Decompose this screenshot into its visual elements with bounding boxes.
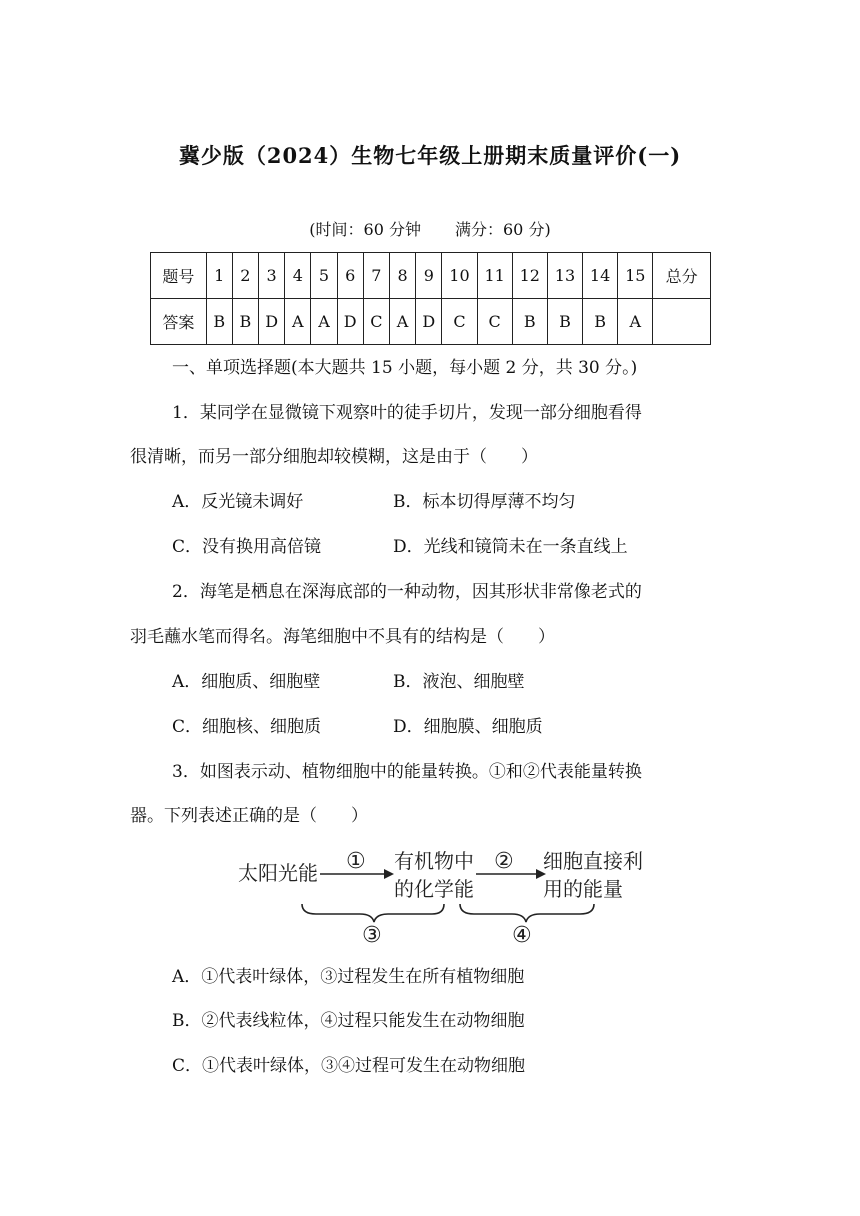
question-number: 15 — [618, 253, 653, 299]
answer-cell: D — [258, 299, 284, 345]
answer-cell: A — [390, 299, 416, 345]
q1-stem-line2: 很清晰，而另一部分细胞却较模糊，这是由于（ ） — [130, 447, 538, 467]
q1-option-d: D．光线和镜筒未在一条直线上 — [393, 537, 628, 557]
answer-table — [150, 252, 711, 345]
answer-cell: B — [512, 299, 547, 345]
question-number-header: 题号 — [151, 253, 207, 299]
usable-energy-label-line1: 细胞直接利 — [543, 849, 643, 873]
q1-stem-line1: 1．某同学在显微镜下观察叶的徒手切片，发现一部分细胞看得 — [172, 403, 642, 423]
section-heading: 一、单项选择题(本大题共 15 小题，每小题 2 分，共 30 分。) — [172, 358, 638, 378]
answer-cell: B — [206, 299, 232, 345]
q2-stem-line2: 羽毛蘸水笔而得名。海笔细胞中不具有的结构是（ ） — [130, 627, 555, 647]
answer-cell: C — [442, 299, 477, 345]
q2-stem-line1: 2．海笔是栖息在深海底部的一种动物，因其形状非常像老式的 — [172, 582, 642, 602]
question-number: 13 — [547, 253, 582, 299]
answer-cell: A — [285, 299, 311, 345]
question-number: 7 — [363, 253, 389, 299]
answer-cell: A — [311, 299, 337, 345]
answer-row — [151, 299, 711, 345]
exam-score: 满分：60 分) — [455, 220, 551, 239]
question-number-row — [151, 253, 711, 299]
q3-option-c: C．①代表叶绿体，③④过程可发生在动物细胞 — [172, 1056, 526, 1076]
question-number: 9 — [416, 253, 442, 299]
answer-cell: D — [416, 299, 442, 345]
page-title: 冀少版（2024）生物七年级上册期末质量评价(一) — [178, 143, 682, 168]
chemical-energy-label-line2: 的化学能 — [394, 877, 474, 901]
q1-option-c: C．没有换用高倍镜 — [172, 537, 322, 557]
answer-cell: B — [583, 299, 618, 345]
question-number: 10 — [442, 253, 477, 299]
question-number: 8 — [390, 253, 416, 299]
total-score-cell — [653, 299, 711, 345]
answer-cell: C — [477, 299, 512, 345]
q1-option-a: A．反光镜未调好 — [172, 492, 304, 512]
q2-option-a: A．细胞质、细胞壁 — [172, 672, 321, 692]
q1-option-b: B．标本切得厚薄不均匀 — [393, 492, 576, 512]
chemical-energy-label-line1: 有机物中 — [394, 849, 474, 873]
arrow-1-head — [384, 869, 394, 879]
solar-energy-label: 太阳光能 — [238, 861, 318, 885]
brace-4 — [460, 904, 594, 922]
answer-header: 答案 — [151, 299, 207, 345]
q3-stem-line2: 器。下列表述正确的是（ ） — [130, 806, 368, 826]
converter-1-label: ① — [346, 849, 366, 874]
question-number: 3 — [258, 253, 284, 299]
process-4-label: ④ — [512, 923, 532, 948]
energy-conversion-diagram — [236, 838, 676, 948]
question-number: 1 — [206, 253, 232, 299]
question-number: 4 — [285, 253, 311, 299]
question-number: 12 — [512, 253, 547, 299]
question-number: 11 — [477, 253, 512, 299]
exam-info — [0, 217, 860, 240]
exam-time: (时间：60 分钟 — [309, 220, 421, 239]
question-number: 14 — [583, 253, 618, 299]
q3-option-b: B．②代表线粒体，④过程只能发生在动物细胞 — [172, 1011, 525, 1031]
answer-cell: D — [337, 299, 363, 345]
answer-cell: A — [618, 299, 653, 345]
question-number: 6 — [337, 253, 363, 299]
answer-cell: C — [363, 299, 389, 345]
converter-2-label: ② — [494, 849, 514, 874]
q3-stem-line1: 3．如图表示动、植物细胞中的能量转换。①和②代表能量转换 — [172, 762, 642, 782]
process-3-label: ③ — [362, 923, 382, 948]
total-score-header: 总分 — [653, 253, 711, 299]
q2-option-b: B．液泡、细胞壁 — [393, 672, 525, 692]
q2-option-d: D．细胞膜、细胞质 — [393, 717, 543, 737]
answer-cell: B — [547, 299, 582, 345]
q3-option-a: A．①代表叶绿体，③过程发生在所有植物细胞 — [172, 967, 525, 987]
question-number: 2 — [232, 253, 258, 299]
answer-cell: B — [232, 299, 258, 345]
q2-option-c: C．细胞核、细胞质 — [172, 717, 322, 737]
brace-3 — [302, 904, 444, 922]
usable-energy-label-line2: 用的能量 — [543, 877, 623, 901]
question-number: 5 — [311, 253, 337, 299]
